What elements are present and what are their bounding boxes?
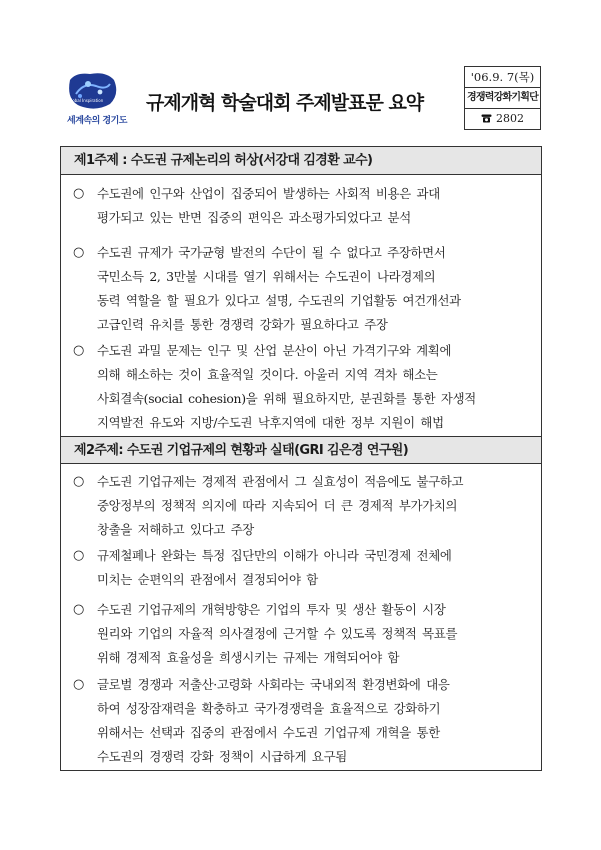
page-title: 규제개혁 학술대회 주제발표문 요약 [146,92,424,114]
item-line: 위해 경제적 효율성을 희생시키는 규제는 개혁되어야 함 [97,650,400,665]
item-line: 글로벌 경쟁과 저출산·고령화 사회라는 국내외적 환경변화에 대응 [97,677,450,692]
gyeonggi-logo [64,72,128,128]
bullet-circle: ○ [73,548,85,563]
logo-name: 세계속의 경기도 [67,116,127,126]
phone-number: 2802 [496,112,524,125]
item-line: 규제철폐나 완화는 특정 집단만의 이해가 아니라 국민경제 전체에 [97,548,452,563]
item-line: 국민소득 2, 3만불 시대를 열기 위해서는 수도권이 나라경제의 [97,269,436,284]
item-line: 수도권 규제가 국가균형 발전의 수단이 될 수 없다고 주장하면서 [97,245,446,260]
section-2-heading: 제2주제: 수도권 기업규제의 현황과 실태(GRI 김은경 연구원) [61,436,541,464]
item-line: 사회결속(social cohesion)을 위해 필요하지만, 분권화를 통한 자생적 [97,391,476,406]
bullet-circle: ○ [73,602,85,617]
bullet-circle: ○ [73,186,85,201]
summary-frame [60,146,542,771]
bullet-circle: ○ [73,474,85,489]
item-line: 하여 성장잠재력을 확충하고 국가경쟁력을 효율적으로 강화하기 [97,701,441,716]
phone-row [465,109,540,129]
item-line: 고급인력 유치를 통한 경쟁력 강화가 필요하다고 주장 [97,317,388,332]
item-line: 수도권 기업규제는 경제적 관점에서 그 실효성이 적음에도 불구하고 [97,474,464,489]
bullet-circle: ○ [73,245,85,260]
item-line: 의해 해소하는 것이 효율적일 것이다. 아울러 지역 격차 해소는 [97,367,438,382]
item-line: 수도권 과밀 문제는 인구 및 산업 분산이 아닌 가격기구와 계획에 [97,343,452,358]
item-line: 지역발전 유도와 지방/수도권 낙후지역에 대한 정부 지원이 해법 [97,415,444,430]
item-line: 원리와 기업의 자율적 의사결정에 근거할 수 있도록 정책적 목표를 [97,626,458,641]
item-line: 수도권 기업규제의 개혁방향은 기업의 투자 및 생산 활동이 시장 [97,602,446,617]
item-line: 위해서는 선택과 집중의 관점에서 수도권 기업규제 개혁을 통한 [97,725,440,740]
logo-slogan: Global Inspiration [68,98,104,103]
item-line: 수도권에 인구와 산업이 집중되어 발생하는 사회적 비용은 과대 [97,186,440,201]
item-line: 수도권의 경쟁력 강화 정책이 시급하게 요구됨 [97,749,347,764]
document-date: '06.9. 7(목) [465,67,540,88]
item-line: 동력 역할을 할 필요가 있다고 설명, 수도권의 기업활동 여건개선과 [97,293,461,308]
gyeonggi-province-logo-icon [66,72,118,110]
item-line: 중앙정부의 정책적 의지에 따라 지속되어 더 큰 경제적 부가가치의 [97,498,458,513]
item-line: 미치는 순편익의 관점에서 결정되어야 함 [97,572,318,587]
item-line: 평가되고 있는 반면 집중의 편익은 과소평가되었다고 분석 [97,210,411,225]
document-meta-box [464,66,541,130]
bullet-circle: ○ [73,677,85,692]
item-line: 창출을 저해하고 있다고 주장 [97,522,254,537]
bullet-circle: ○ [73,343,85,358]
section-1-heading: 제1주제 : 수도권 규제논리의 허상(서강대 김경환 교수) [61,147,541,175]
department-name: 경쟁력강화기획단 [465,88,540,109]
telephone-icon [481,114,492,123]
